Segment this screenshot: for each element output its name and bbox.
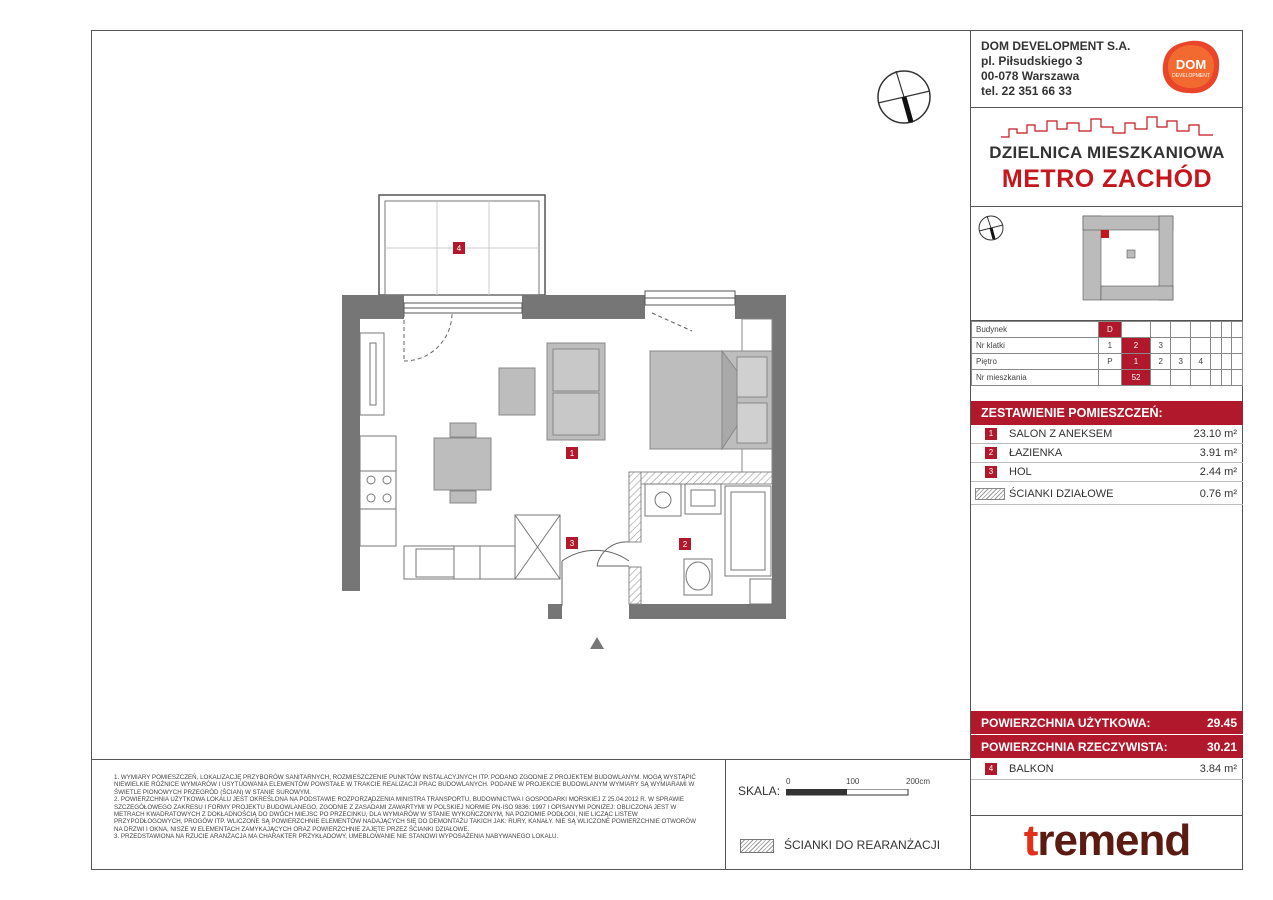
info-panel	[970, 31, 1243, 870]
room-row-1	[971, 425, 1243, 444]
hatch-swatch	[975, 488, 1005, 500]
building-value: D	[1099, 322, 1122, 338]
tremend-logo-accent: t	[1023, 816, 1038, 865]
room-name: ŚCIANKI DZIAŁOWE	[1009, 488, 1114, 500]
skyline-graphic	[1001, 111, 1213, 141]
developer-block	[971, 31, 1243, 108]
wardrobe	[515, 515, 560, 579]
floor-plan-drawing	[92, 31, 970, 759]
room-number: 2	[985, 447, 997, 459]
floor-4: 4	[1191, 354, 1211, 370]
legend-label: ŚCIANKI DO REARANŻACJI	[784, 838, 941, 852]
developer-city: 00-078 Warszawa	[981, 69, 1080, 83]
sofa	[547, 343, 605, 440]
scale-tick-0: 0	[786, 777, 791, 786]
room-number: 1	[985, 428, 997, 440]
developer-phone: tel. 22 351 66 33	[981, 84, 1072, 98]
scale-tick-200: 200cm	[906, 777, 931, 786]
project-name-line2: METRO ZACHÓD	[1001, 165, 1213, 193]
stair-2: 2	[1121, 338, 1150, 354]
logo-subtext: DEVELOPMENT	[1172, 73, 1210, 79]
rooms-heading: ZESTAWIENIE POMIESZCZEŃ:	[971, 401, 1243, 425]
dom-development-logo	[1157, 37, 1225, 97]
scale-bar	[786, 789, 910, 797]
actual-area-value: 30.21	[1206, 740, 1237, 754]
usable-area-value: 29.45	[1206, 716, 1237, 730]
room-area: 3.91 m²	[1199, 447, 1237, 459]
room-row-3	[971, 463, 1243, 482]
apartment-number: 52	[1121, 370, 1150, 386]
tremend-logo-rest: remend	[1037, 816, 1191, 865]
note-1: 1. WYMIARY POMIESZCZEŃ, LOKALIZACJĘ PRZYBORÓW SANITARNYCH, ROZMIESZCZENIE PUNKTÓW INSTALACYJNYCH ITP. PODANO ZGODNIE Z PROJEKTEM BUDOWLANYM. MOGĄ WYSTĄPIĆ NIEWIELKIE RÓŻNICE WYMIARÓW I USYTUOWANIA ELEMENTÓW POWSTAŁE W TRAKCIE REALIZACJI PRAC BUDOWLANYCH. PODANE W PROJEKCIE BUDOWLANYM WYMIARY SĄ WYMIARAMI W ŚWIETLE PIONOWYCH PRZEGRÓD (ŚCIAN) W STANIE SUROWYM.	[114, 774, 696, 796]
room-number: 4	[985, 763, 997, 775]
floor-p: P	[1099, 354, 1122, 370]
stair-3: 3	[1151, 338, 1171, 354]
scale-label: SKALA:	[738, 784, 781, 798]
stair-1: 1	[1099, 338, 1122, 354]
north-arrow-icon	[878, 71, 930, 123]
room-number: 3	[985, 466, 997, 478]
usable-area-label: POWIERZCHNIA UŻYTKOWA:	[981, 716, 1151, 730]
room-area: 23.10 m²	[1193, 428, 1237, 440]
stair-label: Nr klatki	[972, 338, 1099, 354]
floor-plan-area	[92, 31, 970, 759]
developer-name: DOM DEVELOPMENT S.A.	[981, 39, 1131, 53]
room-name: ŁAZIENKA	[1009, 447, 1063, 459]
tremend-logo	[971, 816, 1243, 865]
room-label-2: 2	[682, 540, 688, 549]
logo-text: DOM	[1175, 57, 1207, 72]
balcony-row	[971, 760, 1243, 780]
room-row-walls	[971, 483, 1243, 505]
room-area: 3.84 m²	[1199, 763, 1237, 775]
project-name-line1: DZIELNICA MIESZKANIOWA	[989, 143, 1225, 162]
key-plan	[971, 206, 1243, 321]
building-label: Budynek	[972, 322, 1099, 338]
usable-area-row	[971, 711, 1243, 735]
bed	[650, 351, 772, 449]
actual-area-label: POWIERZCHNIA RZECZYWISTA:	[981, 740, 1168, 754]
developer-address: pl. Piłsudskiego 3	[981, 54, 1083, 68]
scale-legend-box	[726, 759, 970, 870]
room-name: BALKON	[1009, 763, 1054, 775]
note-3: 3. PRZEDSTAWIONA NA RZUCIE ARANŻACJA MA CHARAKTER PRZYKŁADOWY, UMEBLOWANIE NIE STANOWI WYPOSAŻENIA NABYWANEGO LOKALU.	[114, 833, 559, 841]
room-label-4: 4	[456, 244, 462, 253]
apartment-label: Nr mieszkania	[972, 370, 1099, 386]
disclaimer-notes	[114, 774, 704, 841]
keyplan-north-icon	[979, 216, 1003, 240]
room-label-3: 3	[569, 539, 575, 548]
room-name: SALON Z ANEKSEM	[1009, 428, 1113, 440]
note-2: 2. POWIERZCHNIA UŻYTKOWA LOKALU JEST OKREŚLONA NA PODSTAWIE ROZPORZĄDZENIA MINISTRA TRANSPORTU, BUDOWNICTWA I GOSPODARKI MORSKIEJ Z 25.04.2012 R. W SPRAWIE SZCZEGÓŁOWEGO ZAKRESU I FORMY PROJEKTU BUDOWLANEGO, ZGODNIE Z ZASADAMI ZAWARTYMI W POLSKIEJ NORMIE PN-ISO 9836: 1997 I OPISANYMI PONIŻEJ: OBLICZONA JEST W METRACH KWADRATOWYCH Z DOKŁADNOŚCIĄ DO DWÓCH MIEJSC PO PRZECINKU, DLA WYMIARÓW W STANIE WYKOŃCZONYM, NA POZIOMIE PODŁOGI, NIE LICZĄC LISTEW PRZYPODŁOGOWYCH, PROGÓW ITP. WLICZONE SĄ POWIERZCHNIE ELEMENTÓW NADAJĄCYCH SIĘ DO DEMONTAŻU TAKICH JAK: RURY, KANAŁY. NIE SĄ WLICZONE POWIERZCHNIE OTWORÓW NA DRZWI I OKNA, NISZE W ELEMENTACH ZAMYKAJĄCYCH ORAZ POWIERZCHNIE ZAJĘTE PRZEZ ŚCIANKI DZIAŁOWE.	[114, 796, 696, 833]
room-label-1: 1	[569, 449, 575, 458]
project-brand	[971, 107, 1243, 207]
entrance-arrow-icon	[590, 637, 604, 649]
empty-row	[971, 780, 1243, 816]
notes-box	[92, 759, 726, 870]
room-name: HOL	[1009, 466, 1032, 478]
floor-3: 3	[1171, 354, 1191, 370]
floor-1: 1	[1121, 354, 1150, 370]
key-plan-drawing	[971, 206, 1243, 319]
floor-2: 2	[1151, 354, 1171, 370]
room-area: 2.44 m²	[1199, 466, 1237, 478]
actual-area-row	[971, 735, 1243, 759]
room-row-2	[971, 444, 1243, 463]
hatch-swatch	[740, 839, 774, 853]
scale-tick-100: 100	[846, 777, 860, 786]
room-area: 0.76 m²	[1199, 488, 1237, 500]
apartment-info-table	[971, 321, 1243, 386]
plan-sheet	[91, 30, 1243, 870]
floor-label: Piętro	[972, 354, 1099, 370]
